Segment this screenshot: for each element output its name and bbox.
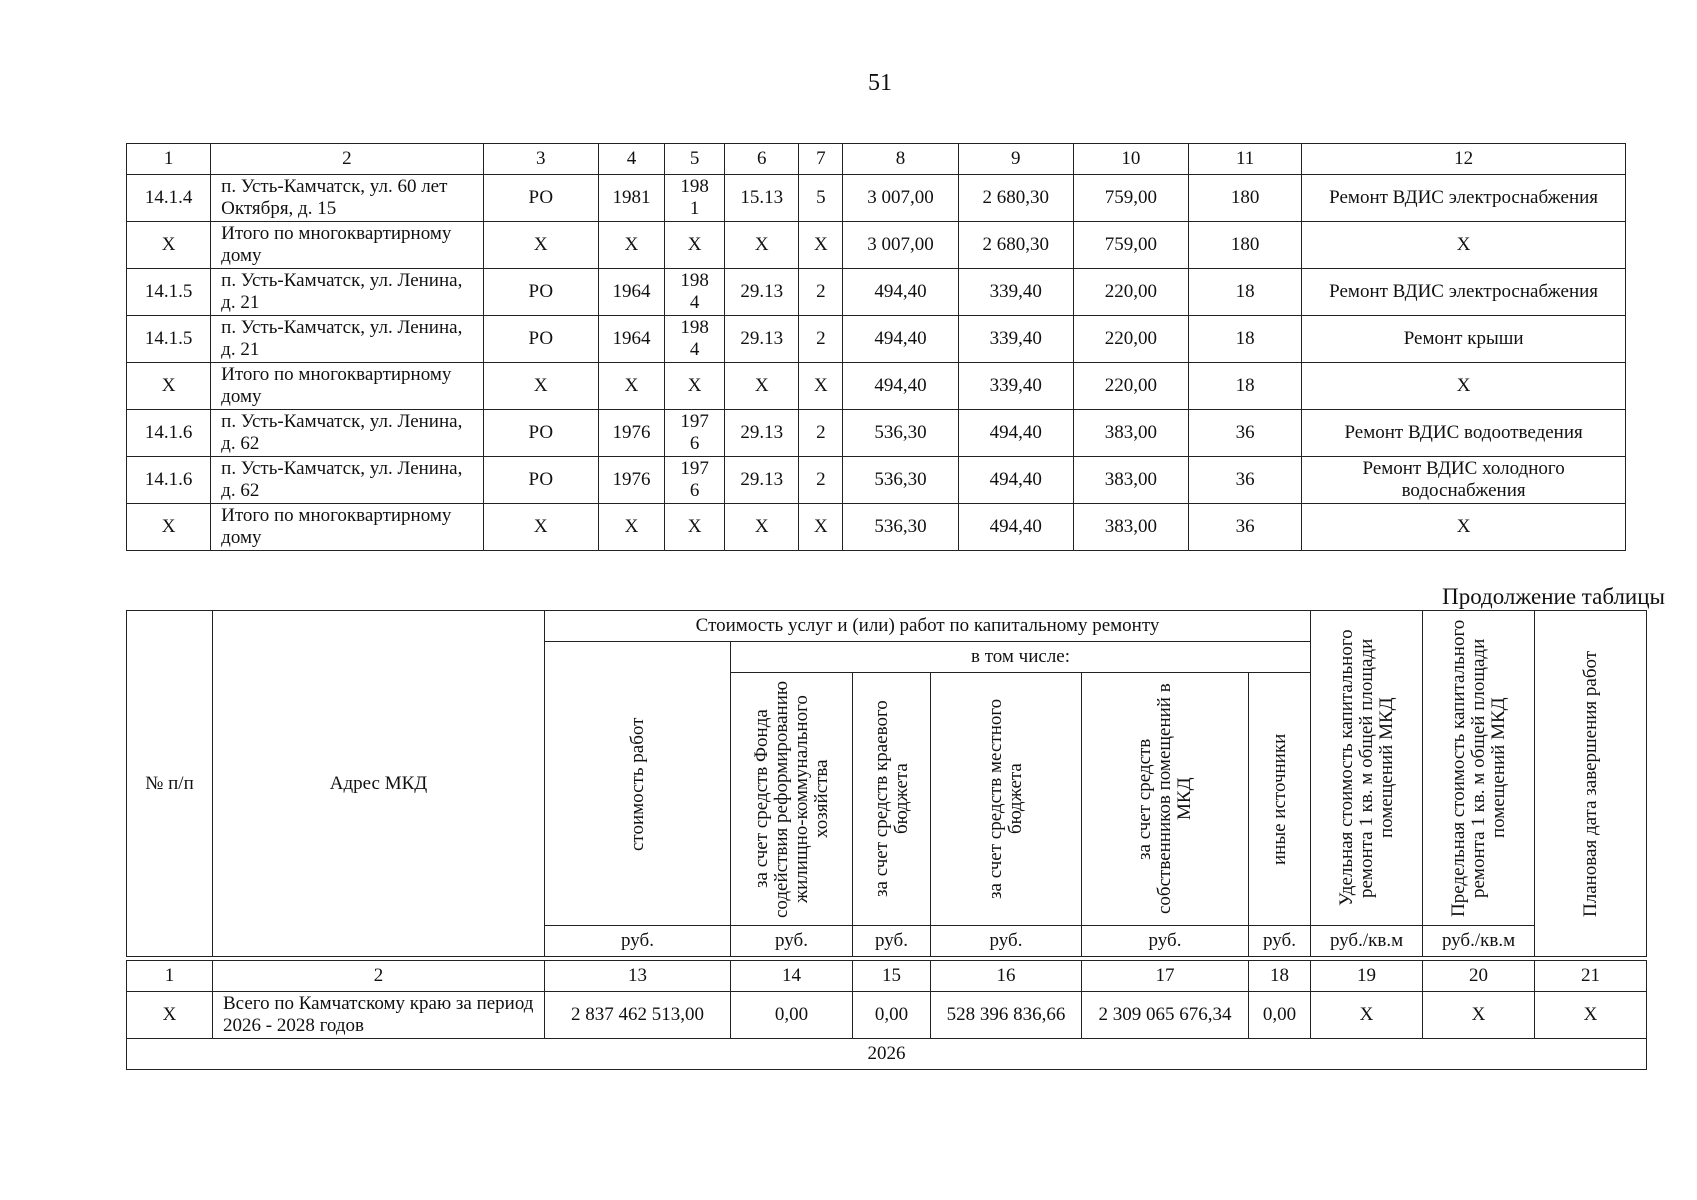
table-cell: 197 6	[665, 410, 725, 457]
table-cell: 220,00	[1073, 363, 1188, 410]
table-cell: 528 396 836,66	[931, 992, 1082, 1039]
table-cell: 2	[799, 457, 843, 504]
table-cell: Х	[483, 363, 598, 410]
table-cell: 18	[1189, 316, 1302, 363]
table-cell: 18	[1189, 269, 1302, 316]
column-number: 2	[211, 144, 484, 175]
table-cell: Х	[799, 363, 843, 410]
table-cell: 29.13	[725, 269, 799, 316]
table-cell: Итого по многоквартирному дому	[211, 222, 484, 269]
column-number: 21	[1535, 961, 1647, 992]
table-cell: РО	[483, 175, 598, 222]
header-address: Адрес МКД	[213, 611, 545, 957]
unit-local: руб.	[931, 926, 1082, 957]
table-cell: 536,30	[843, 410, 958, 457]
table-cell: 1964	[598, 269, 664, 316]
year-row: 2026	[127, 1039, 1647, 1070]
main-table-top	[126, 143, 1626, 551]
header-owners: за счет средств собственников помещений в МКД	[1082, 673, 1249, 926]
table-cell: 220,00	[1073, 316, 1188, 363]
unit-fund: руб.	[731, 926, 853, 957]
table-cell: 2 680,30	[958, 175, 1073, 222]
column-number: 15	[853, 961, 931, 992]
table-cell: 339,40	[958, 269, 1073, 316]
table-cell: 3 007,00	[843, 175, 958, 222]
column-number: 6	[725, 144, 799, 175]
table-cell: Х	[1311, 992, 1423, 1039]
column-number: 16	[931, 961, 1082, 992]
unit-owners: руб.	[1082, 926, 1249, 957]
table-cell: п. Усть-Камчатск, ул. Ленина, д. 62	[211, 410, 484, 457]
table-cell: Х	[127, 504, 211, 551]
table-cell: Х	[127, 992, 213, 1039]
table-cell: Всего по Камчатскому краю за период 2026 - 2028 годов	[213, 992, 545, 1039]
table-cell: Х	[483, 222, 598, 269]
column-number: 1	[127, 144, 211, 175]
table-cell: 36	[1189, 504, 1302, 551]
table-cell: 494,40	[843, 269, 958, 316]
table-cell: 2	[799, 316, 843, 363]
table-cell: 383,00	[1073, 504, 1188, 551]
table-cell: 494,40	[843, 316, 958, 363]
table-cell: Итого по многоквартирному дому	[211, 363, 484, 410]
table-cell: Х	[1535, 992, 1647, 1039]
table-cell: Х	[483, 504, 598, 551]
column-number: 10	[1073, 144, 1188, 175]
column-number: 8	[843, 144, 958, 175]
table-cell: 1964	[598, 316, 664, 363]
table-cell: 3 007,00	[843, 222, 958, 269]
table-cell: Х	[598, 222, 664, 269]
table-cell: Х	[725, 504, 799, 551]
table-cell: Ремонт ВДИС холодного водоснабжения	[1302, 457, 1626, 504]
table-cell: 198 4	[665, 269, 725, 316]
table-cell: 14.1.5	[127, 316, 211, 363]
table-cell: 494,40	[958, 504, 1073, 551]
header-including: в том числе:	[731, 642, 1311, 673]
table-cell: 29.13	[725, 457, 799, 504]
table-cell: Х	[127, 363, 211, 410]
table-cell: 180	[1189, 222, 1302, 269]
table-cell: Ремонт крыши	[1302, 316, 1626, 363]
column-number: 14	[731, 961, 853, 992]
table-cell: Х	[665, 363, 725, 410]
table-cell: 536,30	[843, 504, 958, 551]
column-number: 4	[598, 144, 664, 175]
table-cell: 1981	[598, 175, 664, 222]
table-cell: Ремонт ВДИС водоотведения	[1302, 410, 1626, 457]
unit-specific-cost: руб./кв.м	[1311, 926, 1423, 957]
table-cell: 5	[799, 175, 843, 222]
column-number: 5	[665, 144, 725, 175]
table-row	[127, 363, 1626, 410]
table-cell: 2 837 462 513,00	[545, 992, 731, 1039]
table-cell: Х	[1302, 504, 1626, 551]
column-number: 19	[1311, 961, 1423, 992]
table-cell: 494,40	[958, 457, 1073, 504]
table-cell: 339,40	[958, 316, 1073, 363]
unit-regional: руб.	[853, 926, 931, 957]
continuation-title: Продолжение таблицы	[1442, 584, 1665, 609]
table-cell: Х	[598, 504, 664, 551]
table-row	[127, 316, 1626, 363]
header-max-cost: Предельная стоимость капитального ремонта 1 кв. м общей площади помещений МКД	[1423, 611, 1535, 926]
table-cell: 2 309 065 676,34	[1082, 992, 1249, 1039]
table-cell: Х	[1423, 992, 1535, 1039]
table-cell: 14.1.4	[127, 175, 211, 222]
table-cell: 0,00	[1249, 992, 1311, 1039]
table-cell: 383,00	[1073, 457, 1188, 504]
column-number: 20	[1423, 961, 1535, 992]
table-cell: п. Усть-Камчатск, ул. Ленина, д. 21	[211, 316, 484, 363]
header-work-cost: стоимость работ	[545, 642, 731, 926]
table-cell: Ремонт ВДИС электроснабжения	[1302, 269, 1626, 316]
table-row	[127, 457, 1626, 504]
column-number: 13	[545, 961, 731, 992]
column-number: 3	[483, 144, 598, 175]
table-row	[127, 410, 1626, 457]
column-number: 1	[127, 961, 213, 992]
table-cell: 536,30	[843, 457, 958, 504]
column-number: 17	[1082, 961, 1249, 992]
column-number: 7	[799, 144, 843, 175]
table-cell: 494,40	[843, 363, 958, 410]
table-row	[127, 504, 1626, 551]
table-cell: 339,40	[958, 363, 1073, 410]
column-number: 11	[1189, 144, 1302, 175]
table-cell: 198 1	[665, 175, 725, 222]
table-cell: 759,00	[1073, 175, 1188, 222]
header-cost-group: Стоимость услуг и (или) работ по капитальному ремонту	[545, 611, 1311, 642]
table-cell: 494,40	[958, 410, 1073, 457]
table-cell: 36	[1189, 410, 1302, 457]
table-cell: РО	[483, 457, 598, 504]
table-cell: 2 680,30	[958, 222, 1073, 269]
table-cell: Итого по многоквартирному дому	[211, 504, 484, 551]
unit-work-cost: руб.	[545, 926, 731, 957]
table-cell: 383,00	[1073, 410, 1188, 457]
total-row	[127, 992, 1647, 1039]
table-cell: 1976	[598, 410, 664, 457]
table-cell: РО	[483, 316, 598, 363]
unit-other: руб.	[1249, 926, 1311, 957]
header-regional: за счет средств краевого бюджета	[853, 673, 931, 926]
table-cell: Х	[799, 504, 843, 551]
header-planned-date: Плановая дата завершения работ	[1535, 611, 1647, 957]
table-cell: Х	[725, 222, 799, 269]
table-cell: Х	[665, 504, 725, 551]
header-num: № п/п	[127, 611, 213, 957]
table-cell: 198 4	[665, 316, 725, 363]
table-cell: 14.1.6	[127, 410, 211, 457]
table-cell: 2	[799, 269, 843, 316]
table-cell: п. Усть-Камчатск, ул. 60 лет Октября, д. 15	[211, 175, 484, 222]
table-cell: 29.13	[725, 316, 799, 363]
header-fund: за счет средств Фонда содействия реформированию жилищно-коммунального хозяйства	[731, 673, 853, 926]
column-number: 12	[1302, 144, 1626, 175]
table-cell: 220,00	[1073, 269, 1188, 316]
column-number: 9	[958, 144, 1073, 175]
unit-max-cost: руб./кв.м	[1423, 926, 1535, 957]
header-other: иные источники	[1249, 673, 1311, 926]
table-cell: РО	[483, 410, 598, 457]
column-number: 2	[213, 961, 545, 992]
table-cell: Ремонт ВДИС электроснабжения	[1302, 175, 1626, 222]
table-cell: п. Усть-Камчатск, ул. Ленина, д. 62	[211, 457, 484, 504]
table-cell: 15.13	[725, 175, 799, 222]
table-cell: Х	[665, 222, 725, 269]
table-cell: п. Усть-Камчатск, ул. Ленина, д. 21	[211, 269, 484, 316]
header-local: за счет средств местного бюджета	[931, 673, 1082, 926]
table-cell: 14.1.6	[127, 457, 211, 504]
table-row	[127, 269, 1626, 316]
table-cell: РО	[483, 269, 598, 316]
table-cell: 29.13	[725, 410, 799, 457]
table-cell: Х	[1302, 363, 1626, 410]
column-number: 18	[1249, 961, 1311, 992]
table-cell: Х	[598, 363, 664, 410]
table-cell: 14.1.5	[127, 269, 211, 316]
table-row	[127, 222, 1626, 269]
table-row	[127, 175, 1626, 222]
page-number: 51	[868, 70, 892, 96]
table-cell: 197 6	[665, 457, 725, 504]
table-cell: 36	[1189, 457, 1302, 504]
table-cell: Х	[127, 222, 211, 269]
table-cell: 2	[799, 410, 843, 457]
table-cell: 180	[1189, 175, 1302, 222]
table-cell: Х	[725, 363, 799, 410]
header-specific-cost: Удельная стоимость капитального ремонта 1 кв. м общей площади помещений МКД	[1311, 611, 1423, 926]
table-cell: 0,00	[853, 992, 931, 1039]
main-table-bottom	[126, 610, 1647, 1070]
table-cell: Х	[799, 222, 843, 269]
table-cell: 0,00	[731, 992, 853, 1039]
table-cell: 18	[1189, 363, 1302, 410]
table-cell: 1976	[598, 457, 664, 504]
table-cell: Х	[1302, 222, 1626, 269]
table-cell: 759,00	[1073, 222, 1188, 269]
